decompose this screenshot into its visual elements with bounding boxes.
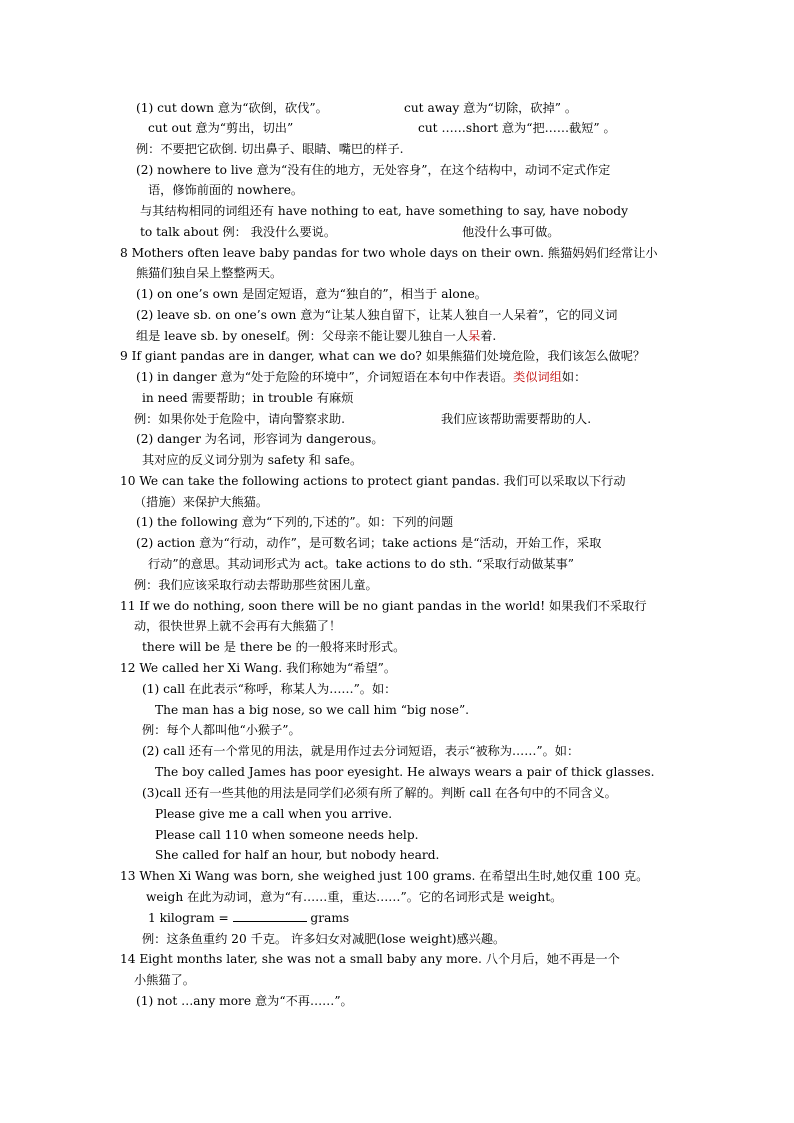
text-line: 例：每个人都叫他“小猴子”。 xyxy=(142,723,301,737)
text-line: (1) the following 意为“下列的,下述的”。如：下列的问题 xyxy=(136,515,454,529)
text-segment: (1) in danger 意为“处于危险的环境中”，介词短语在本句中作表语。 xyxy=(136,370,514,384)
text-line: (1) not …any more 意为“不再……”。 xyxy=(136,994,353,1008)
text-line: 例：这条鱼重约 20 千克。 许多妇女对减肥(lose weight)感兴趣。 xyxy=(142,932,506,946)
text-line: 小熊猫了。 xyxy=(134,973,195,987)
text-line: 10 We can take the following actions to protect giant pandas. 我们可以采取以下行动 xyxy=(120,474,626,488)
text-line: 9 If giant pandas are in danger, what can we do? 如果熊猫们处境危险，我们该怎么做呢？ xyxy=(120,349,646,363)
text-line: 语，修饰前面的 nowhere。 xyxy=(148,183,304,197)
text-line: 11 If we do nothing, soon there will be no giant pandas in the world! 如果我们不采取行 xyxy=(120,599,647,613)
text-line: (2) nowhere to live 意为“没有住的地方，无处容身”，在这个结构中，动词不定式作定 xyxy=(136,163,611,177)
text-line: (2) leave sb. on one’s own 意为“让某人独自留下，让某人独自一人呆着”，它的同义词 xyxy=(136,308,618,322)
text-line: The boy called James has poor eyesight. He always wears a pair of thick glasses. xyxy=(155,765,655,779)
text-line: (1) call 在此表示“称呼，称某人为……”。如： xyxy=(142,682,397,696)
text-line: in need 需要帮助；in trouble 有麻烦 xyxy=(142,391,354,405)
text-line: Please call 110 when someone needs help. xyxy=(155,828,419,842)
text-line: 动，很快世界上就不会再有大熊猫了！ xyxy=(134,619,342,633)
text-line: 12 We called her Xi Wang. 我们称她为“希望”。 xyxy=(120,661,397,675)
text-line: 行动”的意思。其动词形式为 act。take actions to do sth. “采取行动做某事” xyxy=(148,557,575,571)
text-line: cut out 意为“剪出，切出” xyxy=(148,121,294,135)
text-line: 其对应的反义词分别为 safety 和 safe。 xyxy=(142,453,363,467)
text-line: （措施）来保护大熊猫。 xyxy=(134,495,269,509)
text-line: cut away 意为“切除，砍掉” 。 xyxy=(404,101,578,115)
answer-blank[interactable] xyxy=(233,910,307,922)
text-line: 例：我们应该采取行动去帮助那些贫困儿童。 xyxy=(134,578,378,592)
text-segment: 组是 leave sb. by oneself。例：父母亲不能让婴儿独自一人 xyxy=(136,329,469,343)
text-line: 13 When Xi Wang was born, she weighed just 100 grams. 在希望出生时,她仅重 100 克。 xyxy=(120,869,649,883)
text-line: Please give me a call when you arrive. xyxy=(155,807,393,821)
text-line: 他没什么事可做。 xyxy=(462,225,560,239)
text-line xyxy=(136,326,496,346)
text-line: 8 Mothers often leave baby pandas for two whole days on their own. 熊猫妈妈们经常让小 xyxy=(120,246,658,260)
text-line xyxy=(148,908,349,928)
text-line: weigh 在此为动词，意为“有……重，重达……”。它的名词形式是 weight。 xyxy=(146,890,563,904)
text-line: (2) action 意为“行动，动作”，是可数名词；take actions 是“活动，开始工作，采取 xyxy=(136,536,602,550)
text-line: to talk about 例： 我没什么要说。 xyxy=(140,225,337,239)
text-segment: 如： xyxy=(561,370,587,384)
text-line: cut ……short 意为“把……截短” 。 xyxy=(418,121,616,135)
text-line: (1) on one’s own 是固定短语，意为“独自的”，相当于 alone。 xyxy=(136,287,487,301)
text-line: 熊猫们独自呆上整整两天。 xyxy=(136,266,283,280)
highlight-text: 呆 xyxy=(468,329,481,343)
highlight-text: 类似词组 xyxy=(513,370,562,384)
text-line: 我们应该帮助需要帮助的人. xyxy=(441,412,592,426)
text-segment: grams xyxy=(306,911,350,925)
text-line: 例：如果你处于危险中，请向警察求助. xyxy=(134,412,346,426)
text-line xyxy=(136,367,586,387)
text-line: She called for half an hour, but nobody heard. xyxy=(155,848,440,862)
text-line: (2) call 还有一个常见的用法，就是用作过去分词短语，表示“被称为……”。如： xyxy=(142,744,580,758)
text-line: 与其结构相同的词组还有 have nothing to eat, have something to say, have nobody xyxy=(140,204,628,218)
text-line: (3)call 还有一些其他的用法是同学们必须有所了解的。判断 call 在各句中的不同含义。 xyxy=(142,786,617,800)
text-line: The man has a big nose, so we call him “big nose”. xyxy=(155,703,470,717)
text-line: there will be 是 there be 的一般将来时形式。 xyxy=(142,640,406,654)
text-segment: 着. xyxy=(480,329,497,343)
text-line: 例：不要把它砍倒. 切出鼻子、眼睛、嘴巴的样子. xyxy=(136,142,404,156)
text-segment: 1 kilogram = xyxy=(148,911,233,925)
text-line: (2) danger 为名词，形容词为 dangerous。 xyxy=(136,432,384,446)
text-line: 14 Eight months later, she was not a small baby any more. 八个月后，她不再是一个 xyxy=(120,952,620,966)
text-line: (1) cut down 意为“砍倒，砍伐”。 xyxy=(136,101,328,115)
